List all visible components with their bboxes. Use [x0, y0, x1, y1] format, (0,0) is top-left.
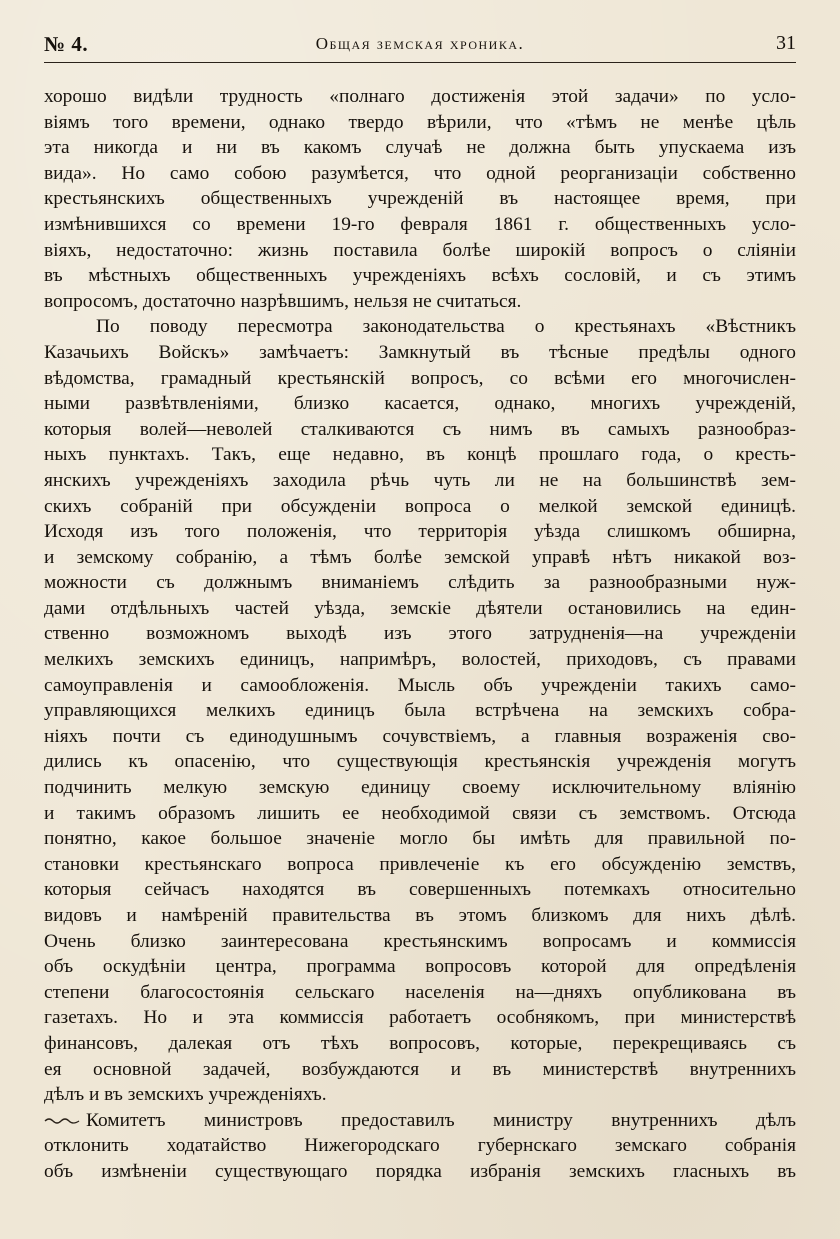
text-line: становки крестьянскаго вопроса привлеченіе къ его обсужденію земствъ, — [44, 853, 796, 875]
paragraph-start-line — [44, 1108, 796, 1134]
running-header — [44, 32, 796, 62]
paragraph-start-line: По поводу пересмотра законодательства о крестьянахъ «Вѣстникъ — [96, 316, 796, 338]
text-line: вопросомъ, достаточно назрѣвшимъ, нельзя не считаться. — [44, 290, 522, 312]
text-line: ея основной задачей, возбуждаются и въ министерствѣ внутреннихъ — [44, 1058, 796, 1080]
text-line: вида». Но само собою разумѣется, что одной реорганизаціи собственно — [44, 162, 796, 184]
text-line: въ мѣстныхъ общественныхъ учрежденіяхъ всѣхъ сословій, и съ этимъ — [44, 265, 796, 287]
text-line: которыя волей—неволей сталкиваются съ нимъ въ самыхъ разнообраз- — [44, 418, 796, 440]
page-number: 31 — [776, 32, 796, 54]
text-line: вѣдомства, грамадный крестьянскій вопросъ, со всѣми его многочислен- — [44, 367, 796, 389]
text-line: финансовъ, далекая отъ тѣхъ вопросовъ, которые, перекрещиваясь съ — [44, 1032, 796, 1054]
text-line: ственно возможномъ выходѣ изъ этого затрудненія—на учрежденіи — [44, 623, 796, 645]
text-line: ныхъ пунктахъ. Такъ, еще недавно, въ концѣ прошлаго года, о кресть- — [44, 444, 796, 466]
text-line: измѣнившихся со времени 19-го февраля 1861 г. общественныхъ усло- — [44, 213, 796, 235]
issue-number: № 4. — [44, 32, 89, 56]
text-line: янскихъ учрежденіяхъ заходила рѣчь чуть ли не на большинствѣ зем- — [44, 469, 796, 491]
text-line: степени благосостоянія сельскаго населенія на—дняхъ опубликована въ — [44, 981, 796, 1003]
text-line: управляющихся мелкихъ единицъ была встрѣчена на земскихъ собра- — [44, 700, 796, 722]
paragraph-start-text: Комитетъ министровъ предоставилъ министру внутреннихъ дѣлъ — [86, 1109, 796, 1131]
text-line: Очень близко заинтересована крестьянскимъ вопросамъ и коммиссія — [44, 930, 796, 952]
text-line: дѣлъ и въ земскихъ учрежденіяхъ. — [44, 1084, 327, 1106]
text-line: віяхъ, недостаточно: жизнь поставила болѣе широкій вопросъ о сліяніи — [44, 239, 796, 261]
text-line: и земскому собранію, а тѣмъ болѣе земской управѣ нѣтъ никакой воз- — [44, 546, 796, 568]
text-line: хорошо видѣли трудность «полнаго достиженія этой задачи» по усло- — [44, 86, 796, 107]
section-title: Общая земская хроника. — [315, 34, 525, 53]
text-line: скихъ собраній при обсужденіи вопроса о мелкой земской единицѣ. — [44, 495, 796, 517]
text-line: которыя сейчасъ находятся въ совершенныхъ потемкахъ относительно — [44, 879, 796, 901]
text-line: объ измѣненіи существующаго порядка избранія земскихъ гласныхъ въ — [44, 1160, 796, 1182]
text-line: ніяхъ почти съ единодушнымъ сочувствіемъ, а главныя возраженія сво- — [44, 725, 796, 747]
text-line: понятно, какое большое значеніе могло бы имѣть для правильной по- — [44, 828, 796, 850]
text-line: подчинить мелкую земскую единицу своему исключительному вліянію — [44, 777, 796, 799]
text-line: отклонить ходатайство Нижегородскаго губернскаго земскаго собранія — [44, 1135, 796, 1157]
text-line: ными развѣтвленіями, близко касается, однако, многихъ учрежденій, — [44, 393, 796, 415]
text-line: Исходя изъ того положенія, что территорія уѣзда слишкомъ обширна, — [44, 521, 796, 543]
header-rule — [44, 62, 796, 63]
wavy-dash-icon — [44, 1116, 80, 1126]
text-line: крестьянскихъ общественныхъ учрежденій въ настоящее время, при — [44, 188, 796, 210]
text-line: дились къ опасенію, что существующія крестьянскія учрежденія могутъ — [44, 751, 796, 773]
text-line: мелкихъ земскихъ единицъ, напримѣръ, волостей, приходовъ, съ правами — [44, 649, 796, 671]
article-body — [44, 84, 796, 1185]
text-line: и такимъ образомъ лишить ее необходимой связи съ земствомъ. Отсюда — [44, 802, 796, 824]
text-line: самоуправленія и самообложенія. Мысль объ учрежденіи такихъ само- — [44, 674, 796, 696]
text-line: видовъ и намѣреній правительства въ этомъ близкомъ для нихъ дѣлѣ. — [44, 905, 796, 926]
text-line: віямъ того времени, однако твердо вѣрили, что «тѣмъ не менѣе цѣль — [44, 111, 796, 133]
text-line: дами отдѣльныхъ частей уѣзда, земскіе дѣятели остановились на един- — [44, 597, 796, 619]
text-line: можности съ должнымъ вниманіемъ слѣдить за разнообразными нуж- — [44, 572, 796, 594]
text-line: газетахъ. Но и эта коммиссія работаетъ особнякомъ, при министерствѣ — [44, 1007, 796, 1029]
text-line: эта никогда и ни въ какомъ случаѣ не должна быть упускаема изъ — [44, 137, 796, 159]
text-line: объ оскудѣніи центра, программа вопросовъ которой для опредѣленія — [44, 956, 796, 978]
text-line: Казачьихъ Войскъ» замѣчаетъ: Замкнутый въ тѣсные предѣлы одного — [44, 341, 796, 363]
